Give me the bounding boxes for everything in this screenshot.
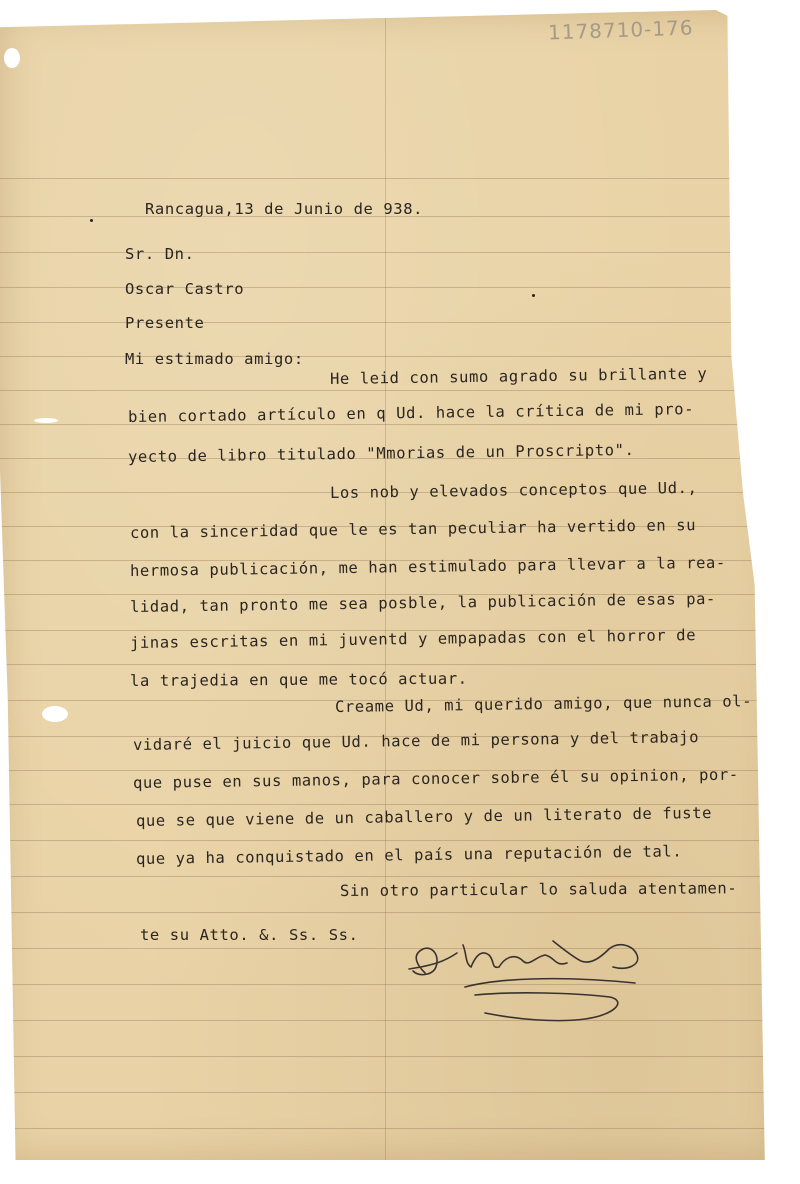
body-line: Sin otro particular lo saluda atentamen- <box>339 879 738 900</box>
paper-tear <box>4 48 20 68</box>
body-line: yecto de libro titulado "Mmorias de un Proscripto". <box>127 440 635 466</box>
ruled-line <box>0 424 778 425</box>
ruled-line <box>0 322 778 323</box>
body-line: con la sinceridad que le es tan peculiar ha vertido en su <box>129 516 697 542</box>
body-line: la trajedia en que me tocó actuar. <box>129 669 468 690</box>
body-line: hermosa publicación, me han estimulado para llevar a la rea- <box>129 553 726 580</box>
ruled-line <box>0 252 778 253</box>
ruled-line <box>0 876 778 877</box>
salutation: Sr. Dn. <box>125 245 195 263</box>
body-line: que puse en sus manos, para conocer sobre él su opinion, por- <box>132 765 739 792</box>
recipient-name: Oscar Castro <box>125 280 245 298</box>
body-line: vidaré el juicio que Ud. hace de mi persona y del trabajo <box>132 728 700 754</box>
ruled-line <box>0 912 778 913</box>
ink-mark <box>532 294 535 297</box>
paper-tear <box>42 706 68 722</box>
ruled-line <box>0 356 778 357</box>
closing-line: te su Atto. &. Ss. Ss. <box>140 926 359 944</box>
body-line: que se que viene de un caballero y de un literato de fuste <box>135 803 713 830</box>
handwritten-signature <box>405 935 665 1035</box>
body-line: Creame Ud, mi querido amigo, que nunca ol- <box>334 692 753 716</box>
ruled-line <box>0 1056 778 1057</box>
paper-tear <box>34 418 58 423</box>
greeting: Mi estimado amigo: <box>125 350 304 368</box>
body-line: He leid con sumo agrado su brillante y <box>329 364 708 388</box>
body-line: que ya ha conquistado en el país una reputación de tal. <box>135 842 683 868</box>
body-line: jinas escritas en mi juventd y empapadas con el horror de <box>129 626 697 652</box>
archive-code: 1178710-176 <box>547 15 694 45</box>
ruled-line <box>0 664 778 665</box>
body-line: lidad, tan pronto me sea posble, la publicación de esas pa- <box>129 589 717 616</box>
body-line: bien cortado artículo en q Ud. hace la crítica de mi pro- <box>127 400 695 426</box>
ruled-line <box>0 1128 778 1129</box>
ink-mark <box>90 219 93 222</box>
place-date: Rancagua,13 de Junio de 938. <box>145 200 424 218</box>
ruled-line <box>0 840 778 841</box>
paper-fold <box>385 10 386 1160</box>
ruled-line <box>0 390 778 391</box>
recipient-location: Presente <box>125 314 205 332</box>
ruled-line <box>0 287 778 288</box>
ruled-line <box>0 178 778 179</box>
body-line: Los nob y elevados conceptos que Ud., <box>329 478 698 502</box>
ruled-line <box>0 1092 778 1093</box>
